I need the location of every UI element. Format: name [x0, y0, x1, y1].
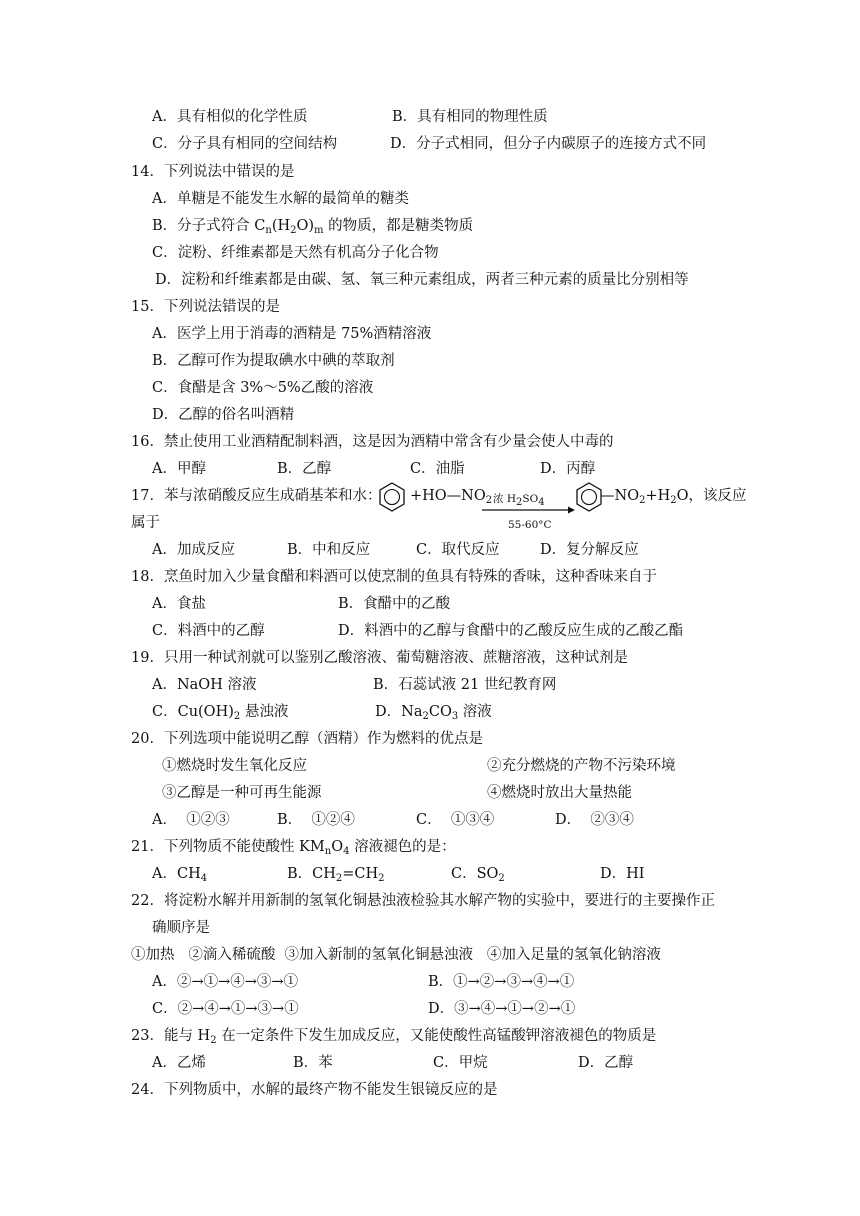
q22-option-d: D．③→④→①→②→① — [428, 1001, 576, 1017]
q19-stem: 19．只用一种试剂就可以鉴别乙酸溶液、葡萄糖溶液、蔗糖溶液，这种试剂是 — [131, 650, 628, 666]
q21-stem: 21．下列物质不能使酸性 $KM_nO_4$ 溶液褪色的是： — [131, 839, 456, 857]
q13-option-a: A．具有相似的化学性质 — [152, 109, 308, 125]
q22-option-b: B．①→②→③→④→① — [428, 974, 575, 990]
q17-stem-continued: 属于 — [131, 515, 160, 531]
q16-option-b: B．乙醇 — [277, 461, 332, 477]
q19-option-c: C．$Cu(OH)_2$ 悬浊液 — [152, 704, 289, 722]
q17-stem: 17．苯与浓硝酸反应生成硝基苯和水： — [131, 488, 382, 504]
q17-option-a: A．加成反应 — [152, 542, 235, 558]
q23-option-a: A．乙烯 — [152, 1055, 206, 1071]
q20-option-b: B． ①②④ — [277, 812, 355, 828]
q20-statement-2: ②充分燃烧的产物不污染环境 — [487, 758, 676, 774]
q17-condition-bottom: 55-60°C — [508, 519, 552, 531]
q16-option-a: A．甲醇 — [152, 461, 206, 477]
q17-option-b: B．中和反应 — [287, 542, 371, 558]
q17-option-d: D．复分解反应 — [540, 542, 639, 558]
q13-option-c: C．分子具有相同的空间结构 — [152, 136, 338, 152]
q23-stem: 23．能与 $H_2$ 在一定条件下发生加成反应，又能使酸性高锰酸钾溶液褪色的物质是 — [131, 1028, 657, 1046]
q18-stem: 18．烹鱼时加入少量食醋和料酒可以使烹制的鱼具有特殊的香味，这种香味来自于 — [131, 569, 657, 585]
q15-option-b: B．乙醇可作为提取碘水中碘的萃取剂 — [152, 353, 395, 369]
q18-option-a: A．食盐 — [152, 596, 206, 612]
q15-option-c: C．食醋是含 3%～5%乙酸的溶液 — [152, 380, 374, 396]
q19-option-b: B．石蕊试液 21 世纪教育网 — [373, 677, 557, 693]
q22-operations: ①加热 ②滴入稀硫酸 ③加入新制的氢氧化铜悬浊液 ④加入足量的氢氧化钠溶液 — [131, 947, 661, 963]
q17-product: $—NO_2+H_2O$，该反应 — [600, 488, 747, 506]
q15-option-a: A．医学上用于消毒的酒精是 75%酒精溶液 — [152, 326, 432, 342]
q15-option-d: D．乙醇的俗名叫酒精 — [152, 407, 295, 423]
reaction-arrow-icon — [480, 505, 576, 515]
q18-option-c: C．料酒中的乙醇 — [152, 623, 265, 639]
q18-option-b: B．食醋中的乙酸 — [338, 596, 451, 612]
q14-option-b: B．分子式符合 $C_n(H_2O)_m$ 的物质，都是糖类物质 — [152, 218, 474, 236]
q24-stem: 24．下列物质中，水解的最终产物不能发生银镜反应的是 — [131, 1082, 498, 1098]
q20-statement-3: ③乙醇是一种可再生能源 — [162, 785, 322, 801]
q23-option-c: C．甲烷 — [433, 1055, 488, 1071]
q19-option-d: D．$Na_2CO_3$ 溶液 — [375, 704, 492, 722]
q13-option-b: B．具有相同的物理性质 — [392, 109, 548, 125]
benzene-ring-reactant-icon — [377, 481, 407, 513]
q14-option-a: A．单糖是不能发生水解的最简单的糖类 — [152, 191, 409, 207]
q19-option-a: A．NaOH 溶液 — [152, 677, 257, 693]
q22-stem-continued: 确顺序是 — [152, 920, 210, 936]
q21-option-a: A．$CH_4$ — [152, 866, 208, 884]
q21-option-b: B．$CH_2=CH_2$ — [287, 866, 385, 884]
q14-option-c: C．淀粉、纤维素都是天然有机高分子化合物 — [152, 245, 439, 261]
q20-option-c: C． ①③④ — [416, 812, 495, 828]
q20-option-d: D． ②③④ — [555, 812, 634, 828]
q16-stem: 16．禁止使用工业酒精配制料酒，这是因为酒精中常含有少量会使人中毒的 — [131, 434, 614, 450]
q20-stem: 20．下列选项中能说明乙醇（酒精）作为燃料的优点是 — [131, 731, 483, 747]
q23-option-d: D．乙醇 — [578, 1055, 634, 1071]
q16-option-c: C．油脂 — [410, 461, 465, 477]
q23-option-b: B．苯 — [293, 1055, 333, 1071]
q20-option-a: A． ①②③ — [152, 812, 230, 828]
q16-option-d: D．丙醇 — [540, 461, 596, 477]
q17-option-c: C．取代反应 — [416, 542, 500, 558]
q20-statement-4: ④燃烧时放出大量热能 — [487, 785, 632, 801]
q13-option-d: D．分子式相同，但分子内碳原子的连接方式不同 — [390, 136, 707, 152]
q22-stem: 22．将淀粉水解并用新制的氢氧化铜悬浊液检验其水解产物的实验中，要进行的主要操作正 — [131, 893, 715, 909]
q20-statement-1: ①燃烧时发生氧化反应 — [162, 758, 307, 774]
q18-option-d: D．料酒中的乙醇与食醋中的乙酸反应生成的乙酸乙酯 — [338, 623, 684, 639]
q21-option-c: C．$SO_2$ — [451, 866, 505, 884]
q21-option-d: D．HI — [600, 866, 645, 882]
q22-option-a: A．②→①→④→③→① — [152, 974, 299, 990]
q15-stem: 15．下列说法错误的是 — [131, 299, 280, 315]
q14-option-d: D．淀粉和纤维素都是由碳、氢、氧三种元素组成，两者三种元素的质量比分别相等 — [155, 272, 689, 288]
q14-stem: 14．下列说法中错误的是 — [131, 164, 295, 180]
q17-reagent: $+HO—NO_2$ — [410, 488, 493, 506]
q22-option-c: C．②→④→①→③→① — [152, 1001, 299, 1017]
q17-condition-top: 浓 $H_2SO_4$ — [493, 493, 545, 508]
